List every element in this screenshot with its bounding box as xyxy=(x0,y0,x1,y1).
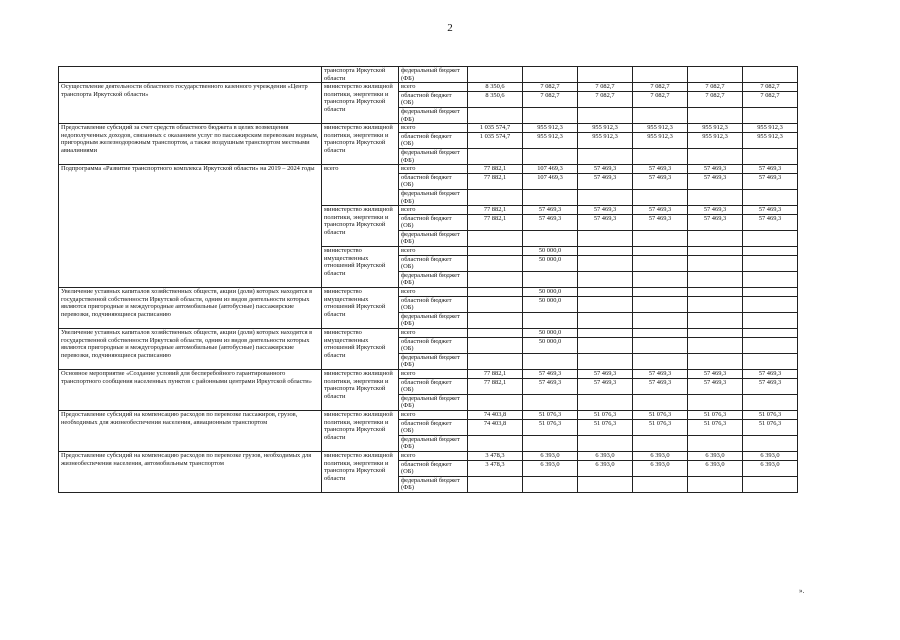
value-cell: 8 350,6 xyxy=(468,91,523,107)
value-cell: 7 082,7 xyxy=(743,91,798,107)
executor-cell: министерство имущественных отношений Иркутской области xyxy=(322,329,399,370)
value-cell: 6 393,0 xyxy=(743,451,798,460)
value-cell: 57 469,3 xyxy=(578,165,633,174)
value-cell: 7 082,7 xyxy=(578,83,633,92)
source-cell: областной бюджет (ОБ) xyxy=(399,214,468,230)
value-cell: 57 469,3 xyxy=(743,206,798,215)
value-cell: 7 082,7 xyxy=(743,83,798,92)
source-cell: федеральный бюджет (ФБ) xyxy=(399,148,468,164)
source-cell: федеральный бюджет (ФБ) xyxy=(399,271,468,287)
value-cell: 57 469,3 xyxy=(688,206,743,215)
value-cell: 955 912,3 xyxy=(578,124,633,133)
value-cell: 51 076,3 xyxy=(743,410,798,419)
executor-cell: всего xyxy=(322,165,399,206)
value-cell: 955 912,3 xyxy=(688,132,743,148)
value-cell: 50 000,0 xyxy=(523,337,578,353)
value-cell: 3 478,3 xyxy=(468,460,523,476)
value-cell: 57 469,3 xyxy=(743,165,798,174)
value-cell: 57 469,3 xyxy=(688,214,743,230)
source-cell: федеральный бюджет (ФБ) xyxy=(399,435,468,451)
value-cell: 57 469,3 xyxy=(523,214,578,230)
budget-table xyxy=(58,66,798,493)
value-cell: 57 469,3 xyxy=(688,173,743,189)
executor-cell: министерство жилищной политики, энергетики и транспорта Иркутской области xyxy=(322,410,399,451)
value-cell: 7 082,7 xyxy=(688,91,743,107)
value-cell: 51 076,3 xyxy=(523,419,578,435)
closing-quote-mark: ». xyxy=(799,587,805,595)
source-cell: федеральный бюджет (ФБ) xyxy=(399,353,468,369)
value-cell: 6 393,0 xyxy=(523,451,578,460)
value-cell: 77 882,1 xyxy=(468,369,523,378)
source-cell: областной бюджет (ОБ) xyxy=(399,91,468,107)
value-cell: 6 393,0 xyxy=(523,460,578,476)
value-cell: 8 350,6 xyxy=(468,83,523,92)
value-cell: 77 882,1 xyxy=(468,214,523,230)
executor-cell: министерство жилищной политики, энергетики и транспорта Иркутской области xyxy=(322,206,399,247)
source-cell: федеральный бюджет (ФБ) xyxy=(399,107,468,123)
table-row xyxy=(59,369,798,378)
value-cell: 955 912,3 xyxy=(523,124,578,133)
value-cell: 7 082,7 xyxy=(633,83,688,92)
table-row xyxy=(59,288,798,297)
executor-cell: транспорта Иркутской области xyxy=(322,67,399,83)
value-cell: 51 076,3 xyxy=(688,410,743,419)
value-cell: 57 469,3 xyxy=(578,378,633,394)
source-cell: всего xyxy=(399,83,468,92)
value-cell: 6 393,0 xyxy=(578,460,633,476)
value-cell: 77 882,1 xyxy=(468,378,523,394)
value-cell: 57 469,3 xyxy=(633,378,688,394)
value-cell: 57 469,3 xyxy=(578,369,633,378)
source-cell: федеральный бюджет (ФБ) xyxy=(399,312,468,328)
value-cell: 7 082,7 xyxy=(688,83,743,92)
table-row xyxy=(59,165,798,174)
value-cell: 74 403,8 xyxy=(468,419,523,435)
value-cell: 50 000,0 xyxy=(523,296,578,312)
value-cell: 57 469,3 xyxy=(578,214,633,230)
measure-cell: Подпрограмма «Развитие транспортного комплекса Иркутской области» на 2019 – 2024 годы xyxy=(59,165,322,288)
value-cell: 3 478,3 xyxy=(468,451,523,460)
value-cell: 57 469,3 xyxy=(743,378,798,394)
value-cell: 57 469,3 xyxy=(523,206,578,215)
table-row xyxy=(59,124,798,133)
value-cell: 50 000,0 xyxy=(523,255,578,271)
value-cell: 955 912,3 xyxy=(633,132,688,148)
source-cell: всего xyxy=(399,165,468,174)
value-cell: 955 912,3 xyxy=(743,124,798,133)
source-cell: областной бюджет (ОБ) xyxy=(399,337,468,353)
value-cell: 57 469,3 xyxy=(578,173,633,189)
source-cell: областной бюджет (ОБ) xyxy=(399,296,468,312)
source-cell: всего xyxy=(399,206,468,215)
measure-cell: Увеличение уставных капиталов хозяйственных обществ, акции (доли) которых находятся в государственной собственности Иркутской области, одним из видов деятельности которых являются пригородные и междугородные автомобильные (автобусные) пассажирские перевозки, подчиняющиеся расписанию xyxy=(59,329,322,370)
value-cell: 6 393,0 xyxy=(578,451,633,460)
value-cell: 7 082,7 xyxy=(633,91,688,107)
measure-cell: Осуществление деятельности областного государственного казенного учреждения «Центр транспорта Иркутской области» xyxy=(59,83,322,124)
source-cell: всего xyxy=(399,247,468,256)
source-cell: всего xyxy=(399,369,468,378)
value-cell: 107 469,3 xyxy=(523,165,578,174)
value-cell: 57 469,3 xyxy=(743,173,798,189)
value-cell: 57 469,3 xyxy=(633,214,688,230)
measure-cell: Предоставление субсидий за счет средств областного бюджета в целях возмещения недополученных доходов, связанных с оказанием услуг по пассажирским перевозкам водным, пригородным железнодорожным транспортом, а также воздушным транспортом местными авиалиниями xyxy=(59,124,322,165)
measure-cell: Основное мероприятие «Создание условий для бесперебойного гарантированного транспортного сообщения населенных пунктов с районными центрами Иркутской области» xyxy=(59,369,322,410)
value-cell: 51 076,3 xyxy=(688,419,743,435)
value-cell: 955 912,3 xyxy=(523,132,578,148)
value-cell: 7 082,7 xyxy=(523,83,578,92)
value-cell: 57 469,3 xyxy=(743,214,798,230)
table-row xyxy=(59,410,798,419)
value-cell: 50 000,0 xyxy=(523,247,578,256)
source-cell: областной бюджет (ОБ) xyxy=(399,419,468,435)
value-cell: 1 035 574,7 xyxy=(468,124,523,133)
source-cell: федеральный бюджет (ФБ) xyxy=(399,230,468,246)
table-row xyxy=(59,67,798,83)
source-cell: областной бюджет (ОБ) xyxy=(399,173,468,189)
source-cell: федеральный бюджет (ФБ) xyxy=(399,189,468,205)
value-cell: 57 469,3 xyxy=(578,206,633,215)
value-cell: 51 076,3 xyxy=(743,419,798,435)
executor-cell: министерство жилищной политики, энергетики и транспорта Иркутской области xyxy=(322,451,399,492)
value-cell: 77 882,1 xyxy=(468,173,523,189)
value-cell: 955 912,3 xyxy=(743,132,798,148)
value-cell: 51 076,3 xyxy=(523,410,578,419)
source-cell: федеральный бюджет (ФБ) xyxy=(399,394,468,410)
source-cell: федеральный бюджет (ФБ) xyxy=(399,476,468,492)
value-cell: 74 403,8 xyxy=(468,410,523,419)
value-cell: 6 393,0 xyxy=(743,460,798,476)
value-cell: 6 393,0 xyxy=(688,451,743,460)
value-cell: 57 469,3 xyxy=(633,369,688,378)
value-cell: 50 000,0 xyxy=(523,329,578,338)
value-cell: 955 912,3 xyxy=(578,132,633,148)
executor-cell: министерство жилищной политики, энергетики и транспорта Иркутской области xyxy=(322,369,399,410)
value-cell: 77 882,1 xyxy=(468,165,523,174)
value-cell: 7 082,7 xyxy=(523,91,578,107)
measure-cell: Предоставление субсидий на компенсацию расходов по перевозке пассажиров, грузов, необходимых для жизнеобеспечения населения, авиационным транспортом xyxy=(59,410,322,451)
value-cell: 6 393,0 xyxy=(633,451,688,460)
page-number: 2 xyxy=(447,22,453,34)
source-cell: областной бюджет (ОБ) xyxy=(399,378,468,394)
value-cell: 51 076,3 xyxy=(633,410,688,419)
executor-cell: министерство имущественных отношений Иркутской области xyxy=(322,247,399,288)
source-cell: всего xyxy=(399,410,468,419)
value-cell: 51 076,3 xyxy=(578,410,633,419)
value-cell: 107 469,3 xyxy=(523,173,578,189)
table-row xyxy=(59,83,798,92)
value-cell: 51 076,3 xyxy=(633,419,688,435)
source-cell: всего xyxy=(399,329,468,338)
value-cell: 57 469,3 xyxy=(688,165,743,174)
source-cell: федеральный бюджет (ФБ) xyxy=(399,67,468,83)
value-cell: 57 469,3 xyxy=(688,369,743,378)
value-cell: 6 393,0 xyxy=(633,460,688,476)
value-cell: 50 000,0 xyxy=(523,288,578,297)
table-row xyxy=(59,451,798,460)
measure-cell: Увеличение уставных капиталов хозяйственных обществ, акции (доли) которых находятся в государственной собственности Иркутской области, одним из видов деятельности которых являются пригородные и междугородные автомобильные (автобусные) пассажирские перевозки, подчиняющиеся расписанию xyxy=(59,288,322,329)
measure-cell xyxy=(59,67,322,83)
value-cell: 57 469,3 xyxy=(523,369,578,378)
value-cell: 57 469,3 xyxy=(633,206,688,215)
value-cell: 77 882,1 xyxy=(468,206,523,215)
value-cell: 1 035 574,7 xyxy=(468,132,523,148)
source-cell: областной бюджет (ОБ) xyxy=(399,255,468,271)
value-cell: 57 469,3 xyxy=(743,369,798,378)
value-cell: 7 082,7 xyxy=(578,91,633,107)
measure-cell: Предоставление субсидий на компенсацию расходов по перевозке грузов, необходимых для жизнеобеспечения населения, автомобильным транспортом xyxy=(59,451,322,492)
source-cell: всего xyxy=(399,288,468,297)
value-cell: 57 469,3 xyxy=(523,378,578,394)
source-cell: всего xyxy=(399,451,468,460)
value-cell: 57 469,3 xyxy=(633,165,688,174)
value-cell: 955 912,3 xyxy=(633,124,688,133)
value-cell: 955 912,3 xyxy=(688,124,743,133)
value-cell: 57 469,3 xyxy=(633,173,688,189)
executor-cell: министерство жилищной политики, энергетики и транспорта Иркутской области xyxy=(322,124,399,165)
source-cell: областной бюджет (ОБ) xyxy=(399,460,468,476)
executor-cell: министерство имущественных отношений Иркутской области xyxy=(322,288,399,329)
value-cell: 51 076,3 xyxy=(578,419,633,435)
table-row xyxy=(59,329,798,338)
value-cell: 57 469,3 xyxy=(688,378,743,394)
executor-cell: министерство жилищной политики, энергетики и транспорта Иркутской области xyxy=(322,83,399,124)
source-cell: областной бюджет (ОБ) xyxy=(399,132,468,148)
source-cell: всего xyxy=(399,124,468,133)
value-cell: 6 393,0 xyxy=(688,460,743,476)
